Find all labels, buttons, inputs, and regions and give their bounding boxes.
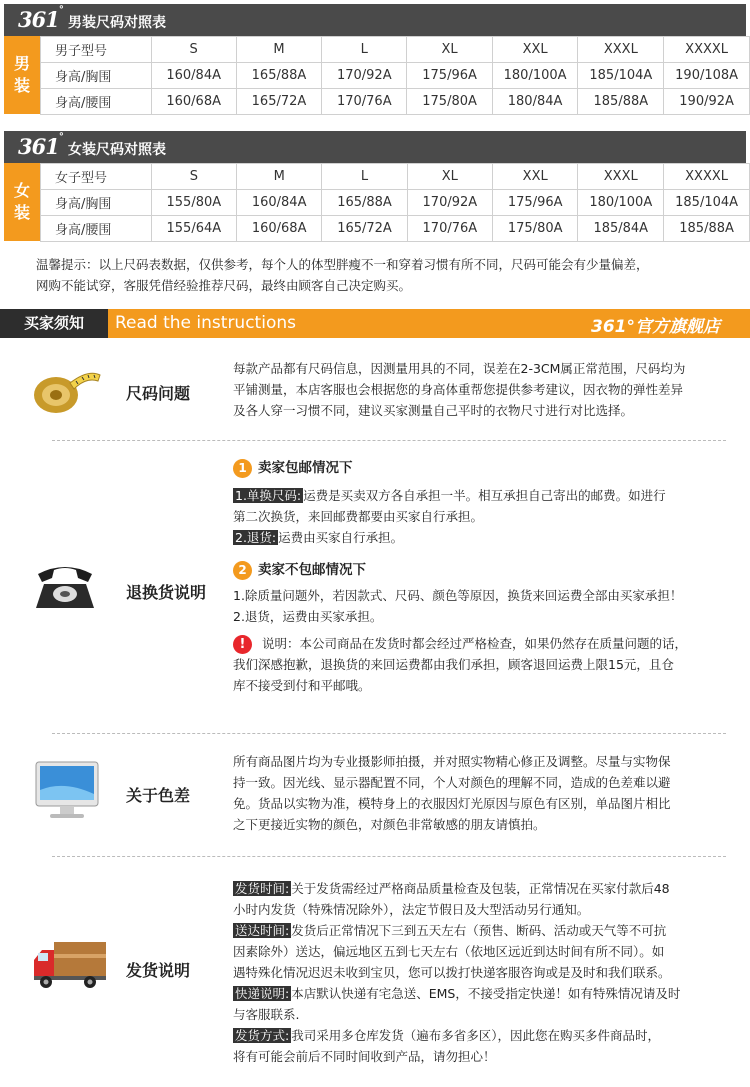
case2-heading: 2 卖家不包邮情况下 (233, 560, 733, 581)
banner-en-title: Read the instructions (115, 313, 296, 333)
returns-title: 退换货说明 (126, 583, 207, 602)
table-row: 身高/腰围 160/68A 165/72A 170/76A 175/80A 180/84A 185/88A 190/92A (41, 89, 750, 115)
men-side-label: 男 装 (4, 36, 40, 114)
color-diff-text: 所有商品图片均为专业摄影师拍摄，并对照实物精心修正及调整。尽量与实物保 持一致。因光线、显示器配置不同，个人对颜色的理解不同，造成的色差难以避 免。货品以实物为准，模特身上的衣服因灯光原因与原色有区别，单品图片相比 之下更接近实物的颜色，对颜色非常敏感的朋友请慎拍。 (233, 754, 671, 832)
table-row: 男子型号 S M L XL XXL XXXL XXXXL (41, 37, 750, 63)
women-side-label: 女 装 (4, 163, 40, 241)
instructions-banner (0, 309, 750, 338)
warm-tip: 温馨提示：以上尺码表数据，仅供参考，每个人的体型胖瘦不一和穿着习惯有所不同，尺码可能会有少量偏差， 网购不能试穿，客服凭借经验推荐尺码，最终由顾客自己决定购买。 (36, 257, 649, 293)
table-row: 身高/腰围 155/64A 160/68A 165/72A 170/76A 175/80A 185/84A 185/88A (41, 216, 750, 242)
banner-cn-title: 买家须知 (0, 309, 108, 338)
table-row: 身高/胸围 155/80A 160/84A 165/88A 170/92A 175/96A 180/100A 185/104A (41, 190, 750, 216)
case1-heading: 1 卖家包邮情况下 (233, 458, 733, 479)
warning-icon: ! (233, 635, 252, 654)
shipping-title: 发货说明 (126, 961, 191, 980)
delivery-truck-icon (32, 938, 108, 990)
returns-text: 1 卖家包邮情况下 1.单换尺码: 运费是买卖双方各自承担一半。相互承担自己寄出的邮费。如进行 第二次换货，来回邮费都要由买家自行承担。 2.退货: 运费由买家自行承担。 2 卖家不包邮情况下 1.除质量问题外，若因款式、尺码、颜色等原因，换货来回运费全部由买家承担！ 2.退货，运费由买家承担。 ! 说明：本公司商品在发货时都会经过严格检查，如果仍然存在质量问题的话， 我们深感抱歉，退换货的来回运费都由我们承担，顾客退回运费上限15元，且仓 库不接受到付和平邮哦。 (233, 458, 733, 696)
size-issue-title: 尺码问题 (126, 384, 191, 403)
men-size-header (4, 4, 746, 36)
divider (52, 856, 726, 857)
table-row: 女子型号 S M L XL XXL XXXL XXXXL (41, 164, 750, 190)
number-badge: 2 (233, 561, 252, 580)
women-size-table (40, 163, 750, 242)
men-size-table (40, 36, 750, 115)
women-size-title: 女装尺码对照表 (68, 142, 166, 158)
table-row: 身高/胸围 160/84A 165/88A 170/92A 175/96A 180/100A 185/104A 190/108A (41, 63, 750, 89)
color-diff-title: 关于色差 (126, 786, 191, 805)
divider (52, 440, 726, 441)
women-size-header (4, 131, 746, 163)
number-badge: 1 (233, 459, 252, 478)
brand-logo: 361° (18, 132, 63, 159)
notice: ! 说明：本公司商品在发货时都会经过严格检查，如果仍然存在质量问题的话， (233, 633, 733, 654)
tape-measure-icon (30, 365, 102, 417)
telephone-icon (30, 560, 100, 612)
monitor-icon (34, 760, 100, 822)
brand-logo: 361° (18, 5, 63, 32)
shipping-text: 发货时间: 关于发货需经过严格商品质量检查及包装，正常情况在买家付款后48 小时内发货（特殊情况除外），法定节假日及大型活动另行通知。 送达时间: 发货后正常情况下三到五天左右（预售、断码、活动或天气等不可抗 因素除外）送达，偏远地区五到七天左右（依地区远近到达时间有所不同）。如 遇特殊化情况迟迟未收到宝贝，您可以拨打快递客服咨询或是及时和我们联系。 快递说明: 本店默认快递有宅急送、EMS，不接受指定快递！如有特殊情况请及时 与客服联系. 发货方式: 我司采用多仓库发货（遍布多省多区），因此您在购买多件商品时， 将有可能会前后不同时间收到产品，请勿担心！ (233, 881, 681, 1064)
banner-brand: 361°官方旗舰店 (591, 317, 720, 337)
men-size-title: 男装尺码对照表 (68, 15, 166, 31)
size-issue-text: 每款产品都有尺码信息，因测量用具的不同，误差在2-3CM属正常范围，尺码均为 平铺测量，本店客服也会根据您的身高体重帮您提供参考建议，因衣物的弹性差异 及各人穿一习惯不同，建议买家测量自己平时的衣物尺寸进行对比选择。 (233, 361, 686, 418)
divider (52, 733, 726, 734)
